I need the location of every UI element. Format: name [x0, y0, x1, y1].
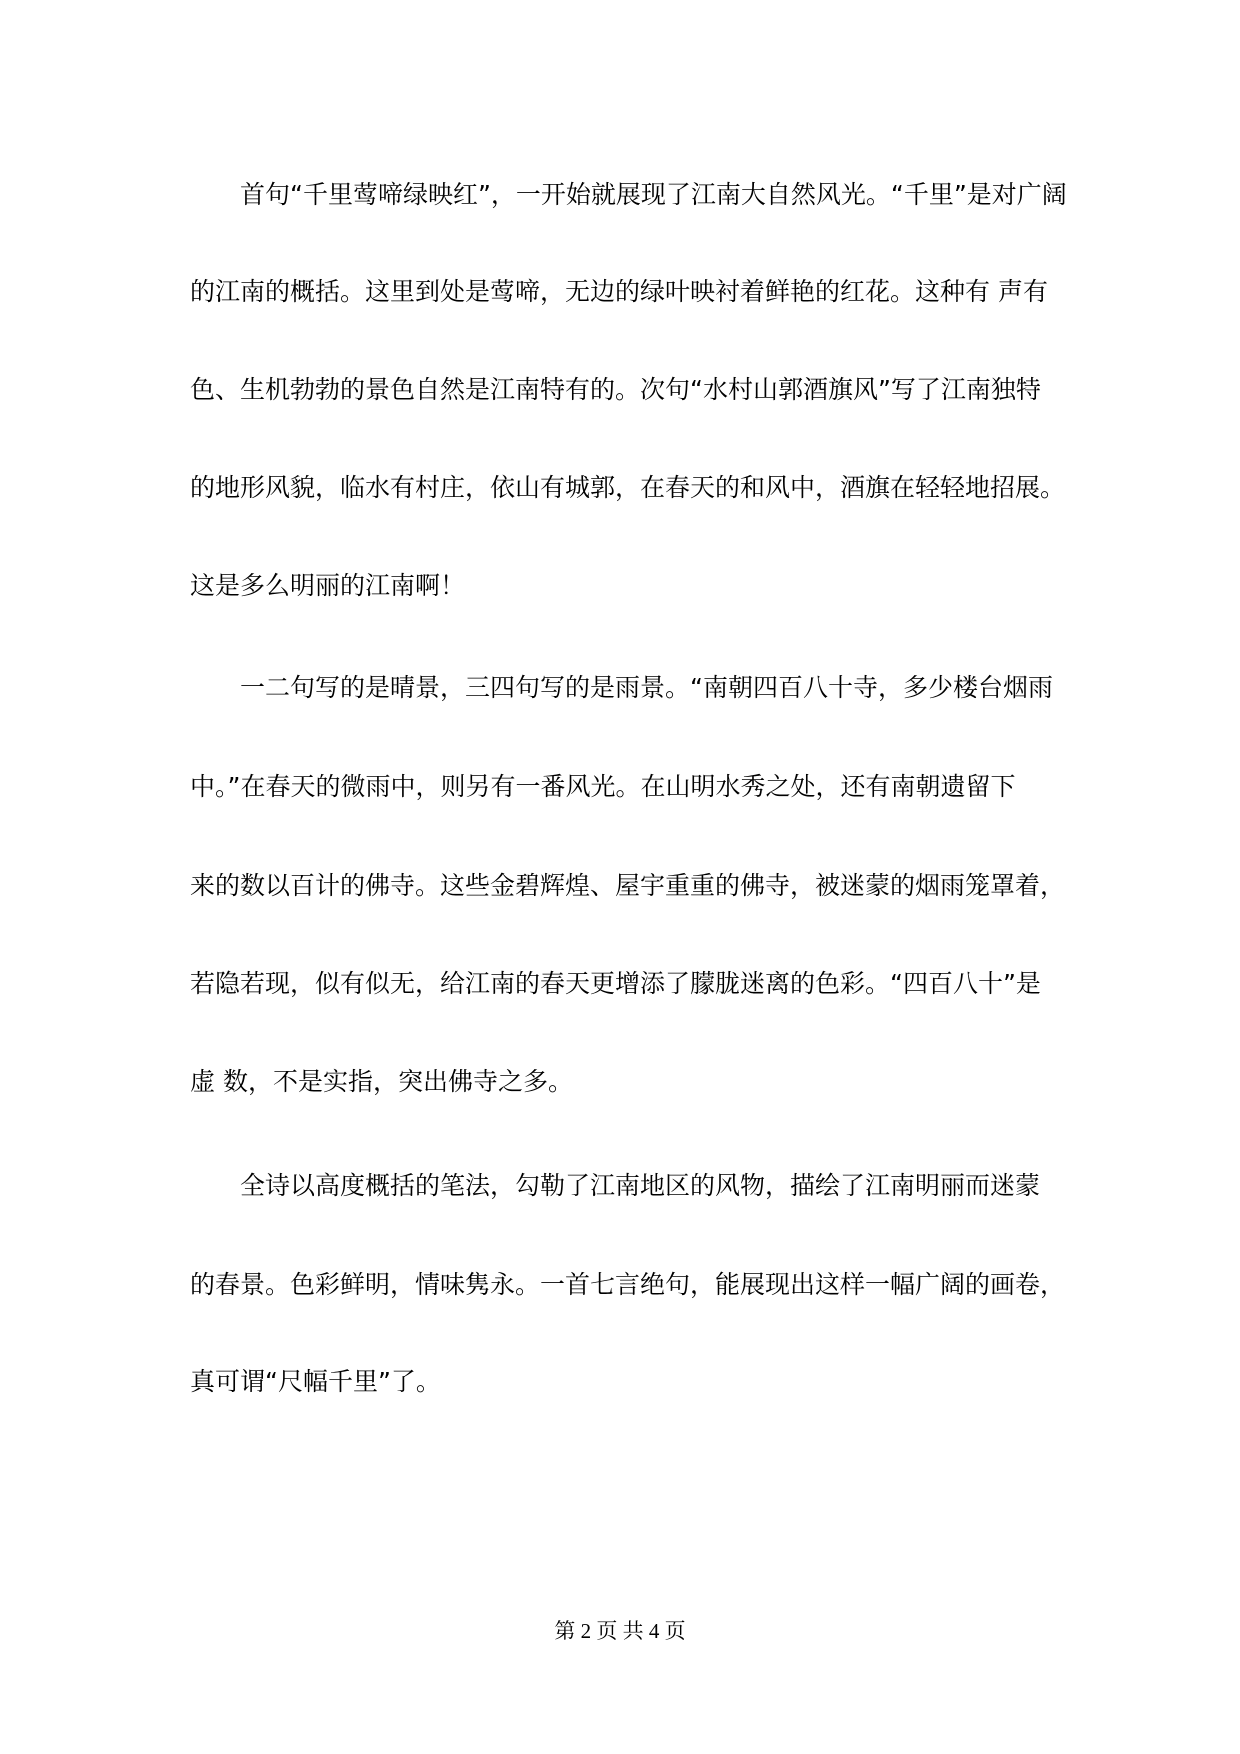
text-line: 的春景。色彩鲜明，情味隽永。一首七言绝句，能展现出这样一幅广阔的画卷，: [190, 1270, 1066, 1299]
text-line: 真可谓“尺幅千里”了。: [190, 1367, 441, 1396]
text-line: 的地形风貌，临水有村庄，依山有城郭，在春天的和风中，酒旗在轻轻地招展。: [190, 473, 1066, 502]
text-line: 若隐若现，似有似无，给江南的春天更增添了朦胧迷离的色彩。“四百八十”是: [190, 969, 1041, 998]
page-number-footer: 第 2 页 共 4 页: [554, 1619, 686, 1643]
text-line: 色、生机勃勃的景色自然是江南特有的。次句“水村山郭酒旗风”写了江南独特: [190, 375, 1041, 404]
text-line: 的江南的概括。这里到处是莺啼，无边的绿叶映衬着鲜艳的红花。这种有 声有: [190, 277, 1048, 306]
text-line: 一二句写的是晴景，三四句写的是雨景。“南朝四百八十寺，多少楼台烟雨: [240, 673, 1053, 702]
text-line: 虚 数，不是实指，突出佛寺之多。: [190, 1067, 573, 1096]
text-line: 中。”在春天的微雨中，则另有一番风光。在山明水秀之处，还有南朝遗留下: [190, 772, 1016, 801]
text-line: 全诗以高度概括的笔法，勾勒了江南地区的风物，描绘了江南明丽而迷蒙: [240, 1171, 1041, 1200]
text-line: 这是多么明丽的江南啊！: [190, 571, 466, 600]
text-line: 首句“千里莺啼绿映红”，一开始就展现了江南大自然风光。“千里”是对广阔: [240, 180, 1067, 209]
text-line: 来的数以百计的佛寺。这些金碧辉煌、屋宇重重的佛寺，被迷蒙的烟雨笼罩着，: [190, 871, 1066, 900]
